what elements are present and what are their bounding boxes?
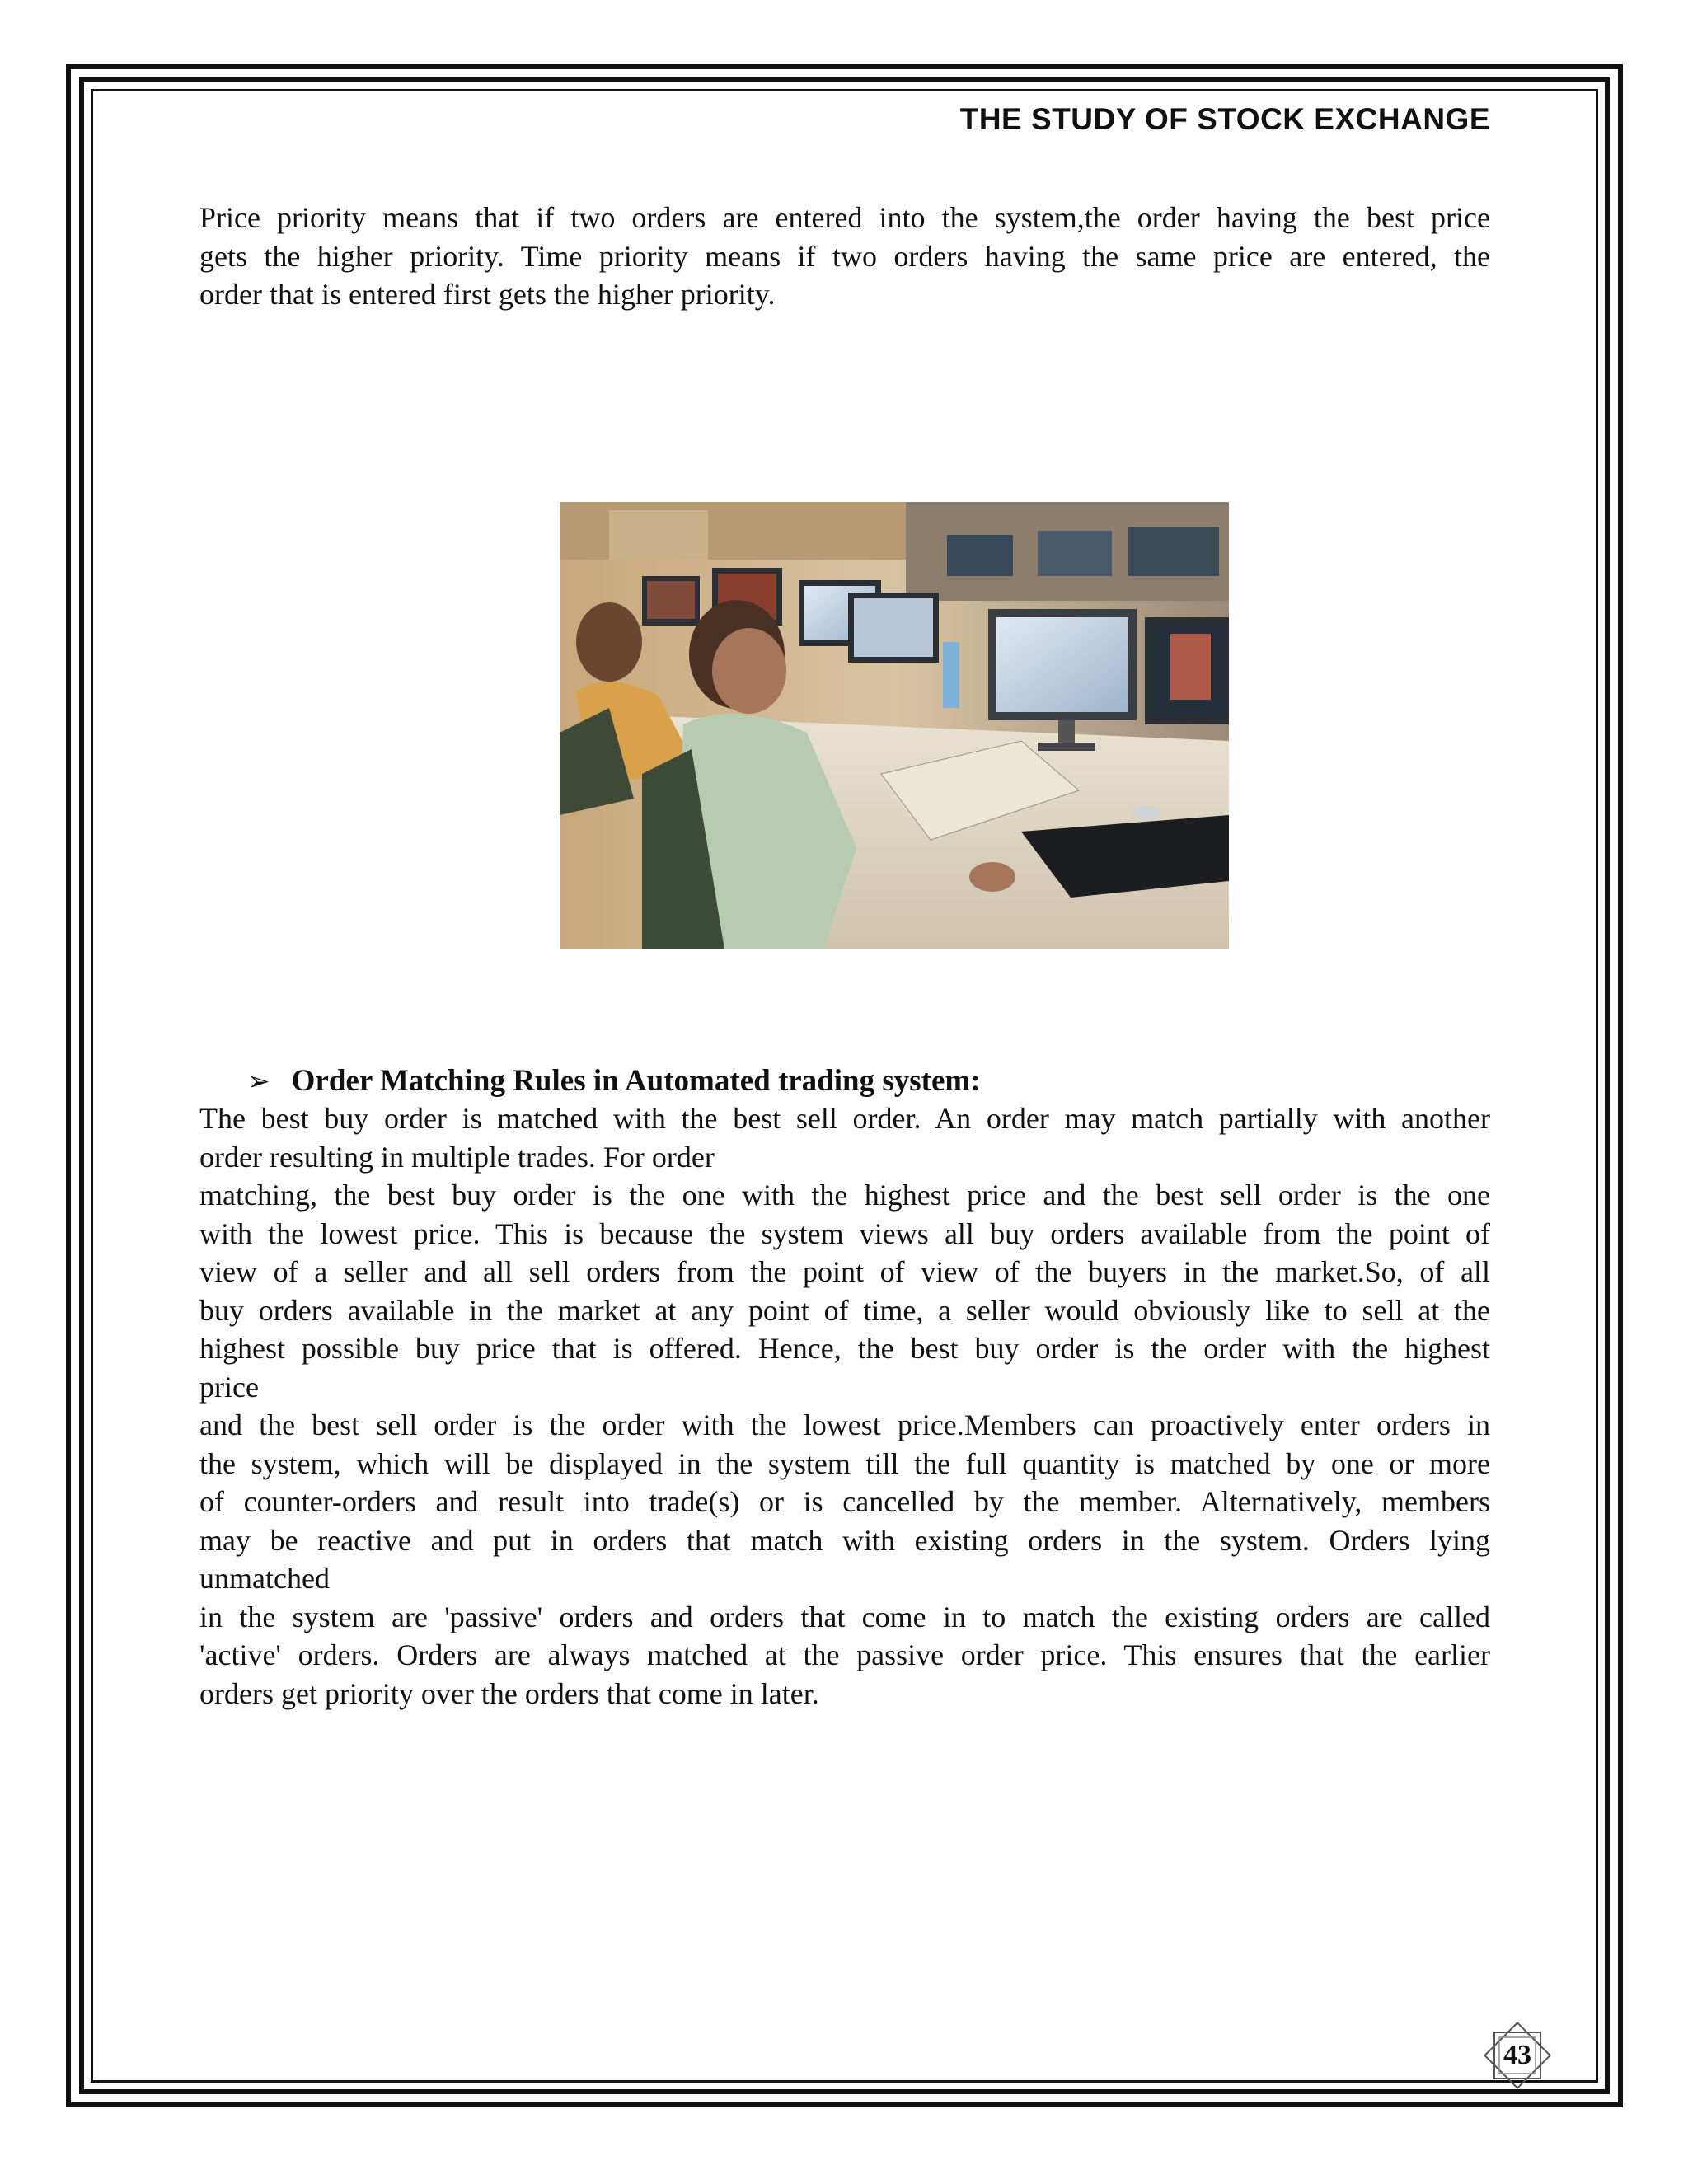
section-paragraph bbox=[199, 1099, 1490, 1713]
section-line: of counter-orders and result into trade(s) or is cancelled by the member. Alternatively, members bbox=[199, 1485, 1490, 1518]
intro-line: Price priority means that if two orders are entered into the system,the order having the best price bbox=[199, 201, 1490, 234]
section-line: the system, which will be displayed in the system till the full quantity is matched by one or more bbox=[199, 1446, 1490, 1480]
section-line: orders get priority over the orders that come in later. bbox=[199, 1676, 819, 1710]
section-line: unmatched bbox=[199, 1562, 330, 1595]
section-line: and the best sell order is the order with the lowest price.Members can proactively enter orders in bbox=[199, 1408, 1490, 1441]
intro-line: order that is entered first gets the higher priority. bbox=[199, 278, 776, 311]
section-heading-text: Order Matching Rules in Automated trading system: bbox=[291, 1064, 981, 1098]
section-heading bbox=[247, 1063, 981, 1099]
section-line: may be reactive and put in orders that match with existing orders in the system. Orders lying bbox=[199, 1523, 1490, 1557]
intro-paragraph bbox=[199, 199, 1490, 314]
section-line: 'active' orders. Orders are always matched at the passive order price. This ensures that the earlier bbox=[199, 1638, 1490, 1671]
section-line: The best buy order is matched with the best sell order. An order may match partially with another bbox=[199, 1102, 1490, 1135]
section-line: buy orders available in the market at any point of time, a seller would obviously like to sell at the bbox=[199, 1293, 1490, 1327]
section-line: order resulting in multiple trades. For order bbox=[199, 1140, 715, 1174]
running-header: THE STUDY OF STOCK EXCHANGE bbox=[959, 102, 1490, 136]
page-number: 43 bbox=[1503, 2040, 1531, 2070]
section-line: in the system are 'passive' orders and orders that come in to match the existing orders are called bbox=[199, 1600, 1490, 1633]
page-number-badge bbox=[1476, 2014, 1559, 2097]
section-line: with the lowest price. This is because the system views all buy orders available from the point of bbox=[199, 1216, 1490, 1250]
trading-floor-photo bbox=[560, 502, 1229, 949]
section-line: highest possible buy price that is offered. Hence, the best buy order is the order with the highest bbox=[199, 1332, 1490, 1365]
section-line: price bbox=[199, 1370, 259, 1404]
intro-line: gets the higher priority. Time priority means if two orders having the same price are entered, the bbox=[199, 239, 1490, 273]
section-line: view of a seller and all sell orders from the point of view of the buyers in the market.So, of all bbox=[199, 1255, 1490, 1288]
section-line: matching, the best buy order is the one with the highest price and the best sell order is the one bbox=[199, 1179, 1490, 1212]
arrowhead-bullet-icon: ➢ bbox=[247, 1065, 270, 1097]
